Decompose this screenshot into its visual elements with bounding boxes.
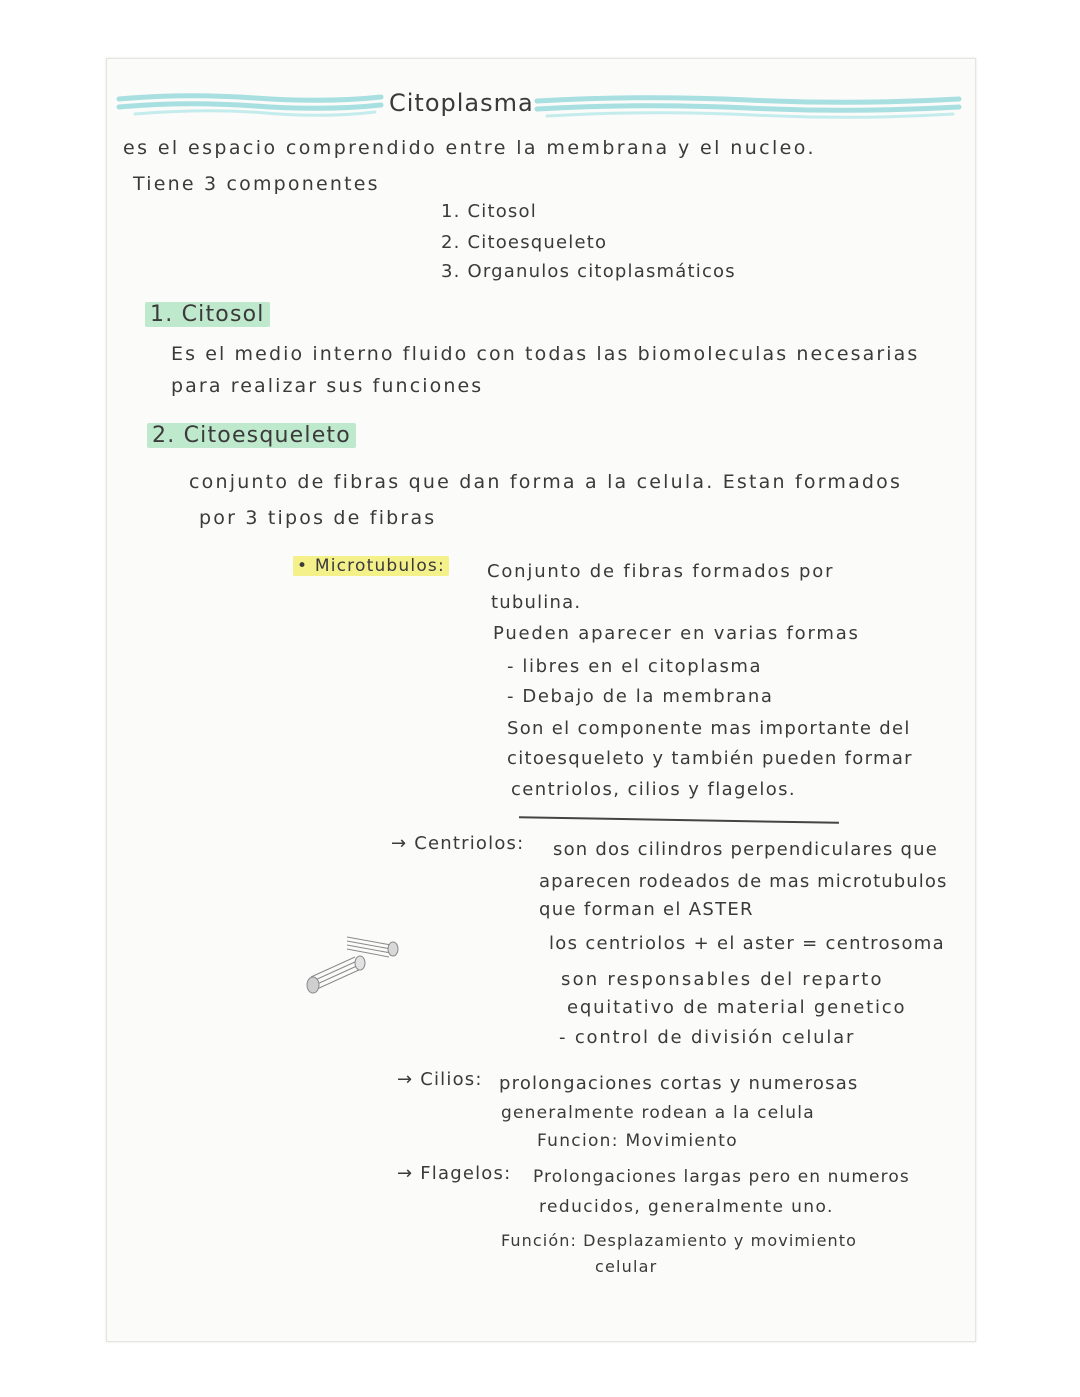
flagelos-line-3: Función: Desplazamiento y movimiento <box>501 1231 858 1250</box>
microtubulos-line-1: Conjunto de fibras formados por <box>487 561 835 582</box>
cilios-line-3: Funcion: Movimiento <box>537 1131 738 1151</box>
intro-line-1: es el espacio comprendido entre la membrana y el nucleo. <box>123 137 816 159</box>
microtubulos-line-4: - libres en el citoplasma <box>507 656 763 677</box>
microtubulos-line-6: Son el componente mas importante del <box>507 718 911 739</box>
page-title: Citoplasma <box>389 89 534 117</box>
centriolos-line-5: son responsables del reparto <box>561 969 884 990</box>
centriolos-label: → Centriolos: <box>391 833 525 854</box>
microtubulos-underline <box>519 816 839 824</box>
section-heading-citosol <box>145 302 270 327</box>
citoesqueleto-heading-text: 2. Citoesqueleto <box>147 423 356 448</box>
flagelos-line-2: reducidos, generalmente uno. <box>539 1197 834 1217</box>
microtubulos-line-8: centriolos, cilios y flagelos. <box>511 779 797 800</box>
cilios-line-2: generalmente rodean a la celula <box>501 1103 815 1123</box>
centriolos-line-1: son dos cilindros perpendiculares que <box>553 839 938 860</box>
centriolos-line-6: equitativo de material genetico <box>567 997 907 1018</box>
cilios-label: → Cilios: <box>397 1069 483 1090</box>
citosol-heading-text: 1. Citosol <box>145 302 270 327</box>
intro-line-2: Tiene 3 componentes <box>133 173 380 195</box>
flagelos-line-1: Prolongaciones largas pero en numeros <box>533 1167 910 1187</box>
citosol-line-2: para realizar sus funciones <box>171 375 484 397</box>
notebook-page <box>106 58 976 1342</box>
centriolos-line-4: los centriolos + el aster = centrosoma <box>549 933 945 954</box>
microtubulos-line-7: citoesqueleto y también pueden formar <box>507 748 913 769</box>
citoesqueleto-line-1: conjunto de fibras que dan forma a la celula. Estan formados <box>189 471 903 493</box>
cilios-line-1: prolongaciones cortas y numerosas <box>499 1073 859 1094</box>
centriolos-line-7: - control de división celular <box>559 1027 856 1048</box>
microtubulos-line-2: tubulina. <box>491 592 582 613</box>
flagelos-line-4: celular <box>595 1257 658 1276</box>
component-3: 3. Organulos citoplasmáticos <box>441 261 736 282</box>
component-2: 2. Citoesqueleto <box>441 232 608 253</box>
flagelos-label: → Flagelos: <box>397 1163 512 1184</box>
centriole-sketch-icon <box>303 923 413 1003</box>
component-1: 1. Citosol <box>441 201 537 222</box>
section-heading-citoesqueleto <box>147 423 356 448</box>
citoesqueleto-line-2: por 3 tipos de fibras <box>199 507 437 529</box>
microtubulos-line-3: Pueden aparecer en varias formas <box>493 623 860 644</box>
citosol-line-1: Es el medio interno fluido con todas las biomoleculas necesarias <box>171 343 920 365</box>
microtubulos-line-5: - Debajo de la membrana <box>507 686 774 707</box>
title-wave-left <box>115 91 385 117</box>
microtubulos-label <box>293 556 449 576</box>
title-wave-right <box>533 93 963 119</box>
centriolos-line-2: aparecen rodeados de mas microtubulos <box>539 871 948 892</box>
microtubulos-label-text: • Microtubulos: <box>293 556 449 576</box>
centriolos-line-3: que forman el ASTER <box>539 899 754 920</box>
